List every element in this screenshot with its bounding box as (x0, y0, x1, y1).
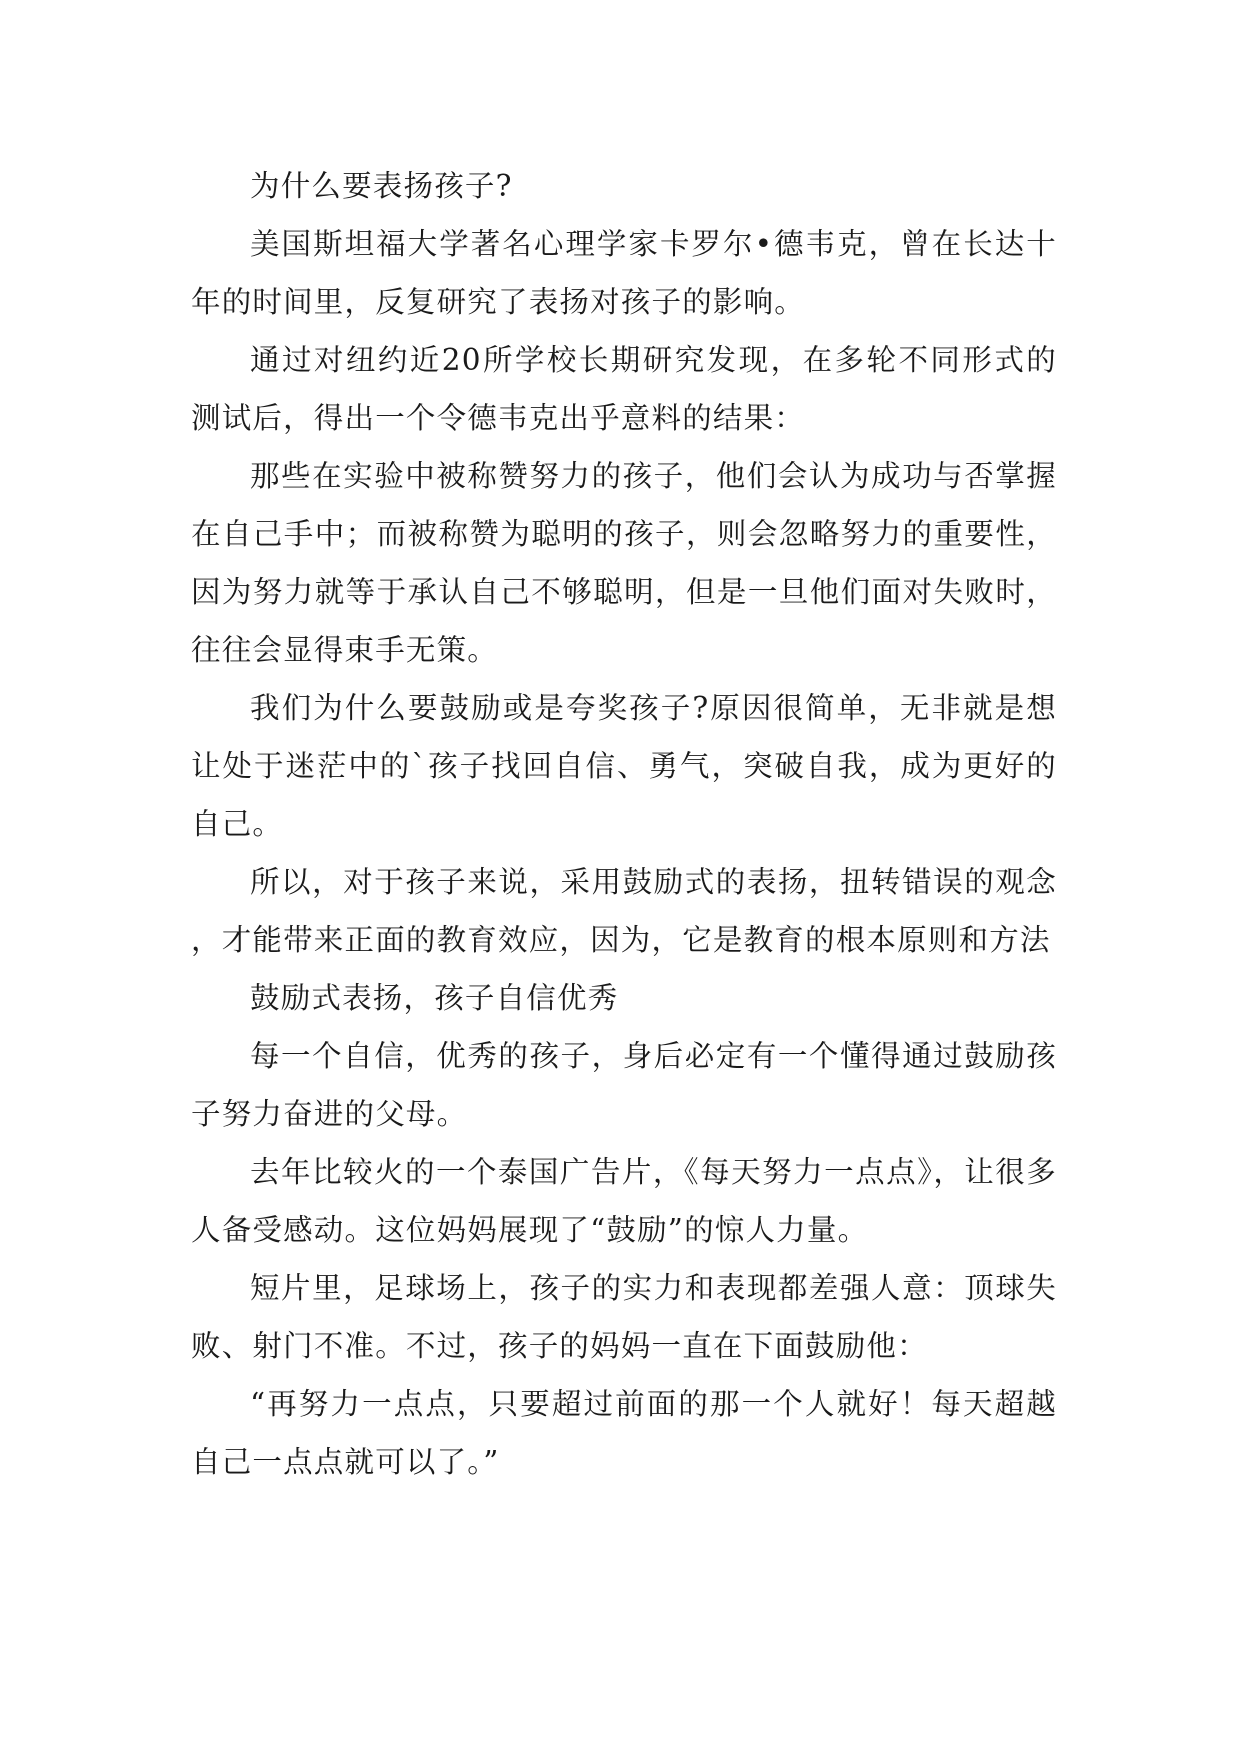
paragraph-mother-quote: “再努力一点点，只要超过前面的那一个人就好！每天超越自己一点点就可以了。” (191, 1387, 1057, 1479)
paragraph-short-film: 短片里，足球场上，孩子的实力和表现都差强人意：顶球失败、射门不准。不过，孩子的妈妈一直在下面鼓励他： (191, 1271, 1057, 1363)
paragraph-thai-ad: 去年比较火的一个泰国广告片，《每天努力一点点》，让很多人备受感动。这位妈妈展现了“鼓励”的惊人力量。 (191, 1155, 1057, 1247)
paragraph-conclusion: 所以，对于孩子来说，采用鼓励式的表扬，扭转错误的观念，才能带来正面的教育效应，因为，它是教育的根本原则和方法 (191, 865, 1057, 957)
paragraph-why-encourage: 我们为什么要鼓励或是夸奖孩子?原因很简单，无非就是想让处于迷茫中的`孩子找回自信、勇气，突破自我，成为更好的自己。 (191, 691, 1057, 841)
paragraph-subheading: 鼓励式表扬，孩子自信优秀 (250, 981, 619, 1015)
paragraph-confident-child: 每一个自信，优秀的孩子，身后必定有一个懂得通过鼓励孩子努力奋进的父母。 (191, 1039, 1057, 1131)
paragraph-study-method: 通过对纽约近20所学校长期研究发现，在多轮不同形式的测试后，得出一个令德韦克出乎意料的结果： (191, 343, 1057, 435)
paragraph-dweck-intro: 美国斯坦福大学著名心理学家卡罗尔•德韦克，曾在长达十年的时间里，反复研究了表扬对孩子的影响。 (191, 227, 1057, 319)
document-body (191, 157, 1057, 1491)
paragraph-heading-why-praise: 为什么要表扬孩子? (250, 169, 513, 203)
paragraph-study-result: 那些在实验中被称赞努力的孩子，他们会认为成功与否掌握在自己手中；而被称赞为聪明的孩子，则会忽略努力的重要性，因为努力就等于承认自己不够聪明，但是一旦他们面对失败时，往往会显得束手无策。 (191, 459, 1057, 667)
